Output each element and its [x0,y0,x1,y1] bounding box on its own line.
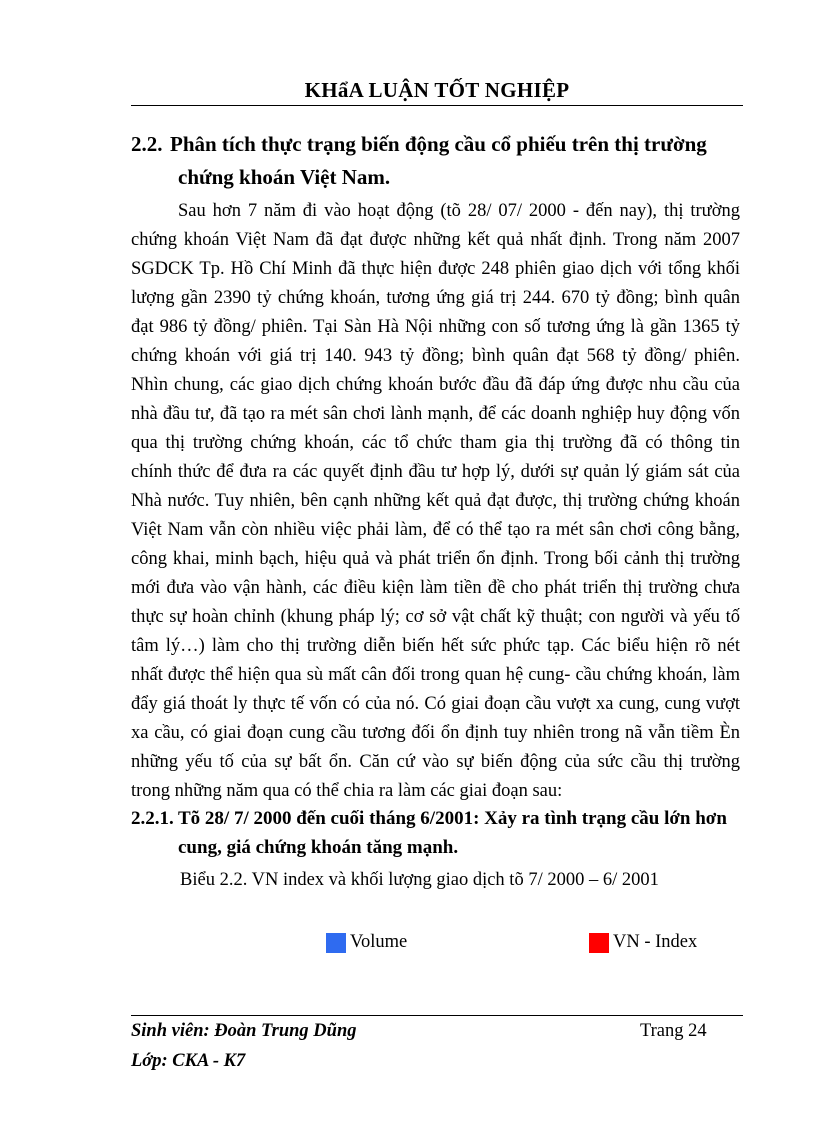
legend-volume-label: Volume [350,932,408,952]
footer-student: Sinh viên: Đoàn Trung Dũng [131,1021,357,1041]
body-line: lượng gần 2390 tỷ chứng khoán, tương ứng giá trị 244. 670 tỷ đồng; bình quân [131,288,740,308]
legend-vn-index [589,932,697,953]
body-line: đạt 986 tỷ đồng/ phiên. Tại Sàn Hà Nội những con số tương ứng là gần 1365 tỷ [131,317,740,337]
body-line: chứng khoán Việt Nam đã đạt được những kết quả nhất định. Trong năm 2007 [131,230,740,250]
body-line: đẩy giá thoát ly thực tế vốn có của nó. Có giai đoạn cầu vượt xa cung, cung vượt [131,694,740,714]
footer-class: Lớp: CKA - K7 [131,1051,246,1071]
body-line: chính thức để đưa ra các quyết định đầu tư hợp lý, dưới sự quản lý giám sát của [131,462,740,482]
subsection-title-line-1 [131,808,743,830]
body-line: trong những năm qua có thể chia ra làm các giai đoạn sau: [131,781,563,801]
page-header-title: KHẩA LUẬN TỐT NGHIỆP [304,78,570,102]
subsection-number: 2.2.1. [131,808,174,829]
section-title-line-1: Phân tích thực trạng biến động cầu cổ phiếu trên thị trường [170,132,707,156]
body-line: Việt Nam vẫn còn nhiều việc phải làm, để có thể tạo ra mét sân chơi công bằng, [131,520,740,540]
legend-volume-swatch [326,933,346,953]
body-line: những yếu tố của sự bất ổn. Căn cứ vào sự biến động của sức cầu thị trường [131,752,740,772]
subsection-title-line-2: cung, giá chứng khoán tăng mạnh. [178,837,459,858]
body-line: nhất được thể hiện qua sù mất cân đối trong quan hệ cung- cầu chứng khoán, làm [131,665,740,685]
footer-rule [131,1015,743,1016]
body-line: SGDCK Tp. Hồ Chí Minh đã thực hiện được 248 phiên giao dịch với tổng khối [131,259,740,279]
body-line: Nhìn chung, các giao dịch chứng khoán bước đầu đã đáp ứng được nhu cầu của [131,375,740,395]
section-title-line-2: chứng khoán Việt Nam. [178,165,391,189]
legend-volume [326,932,407,953]
body-line: nhà đầu tư, đã tạo ra mét sân chơi lành mạnh, để các doanh nghiệp huy động vốn [131,404,740,424]
body-line: mới đưa vào vận hành, các điều kiện làm tiền đề cho phát triển thị trường chưa [131,578,740,598]
body-line: công khai, minh bạch, hiệu quả và phát triển ổn định. Trong bối cảnh thị trường [131,549,740,569]
body-line: qua thị trường chứng khoán, các tổ chức tham gia thị trường đã có thông tin [131,433,740,453]
header-rule [131,105,743,106]
chart-caption: Biểu 2.2. VN index và khối lượng giao dịch tõ 7/ 2000 – 6/ 2001 [180,870,659,890]
section-number: 2.2. [131,132,163,156]
body-line: tâm lý…) làm cho thị trường diễn biến hết sức phức tạp. Các biểu hiện rõ nét [131,636,740,656]
legend-vn-index-label: VN - Index [613,932,698,952]
footer-page-number: Trang 24 [640,1021,707,1041]
body-line: thực sự hoàn chỉnh (khung pháp lý; cơ sở vật chất kỹ thuật; con người và yếu tố [131,607,740,627]
body-line: Sau hơn 7 năm đi vào hoạt động (tõ 28/ 07/ 2000 - đến nay), thị trường [178,201,740,221]
body-line: xa cầu, có giai đoạn cung cầu tương đối ổn định tuy nhiên trong nã vẫn tiềm Èn [131,723,740,743]
body-line: Nhà nước. Tuy nhiên, bên cạnh những kết quả đạt được, thị trường chứng khoán [131,491,740,511]
body-line: chứng khoán với giá trị 140. 943 tỷ đồng; bình quân đạt 568 tỷ đồng/ phiên. [131,346,740,366]
legend-vn-index-swatch [589,933,609,953]
subsection-title-text: Tõ 28/ 7/ 2000 đến cuối tháng 6/2001: Xảy ra tình trạng cầu lớn hơn [178,808,727,829]
